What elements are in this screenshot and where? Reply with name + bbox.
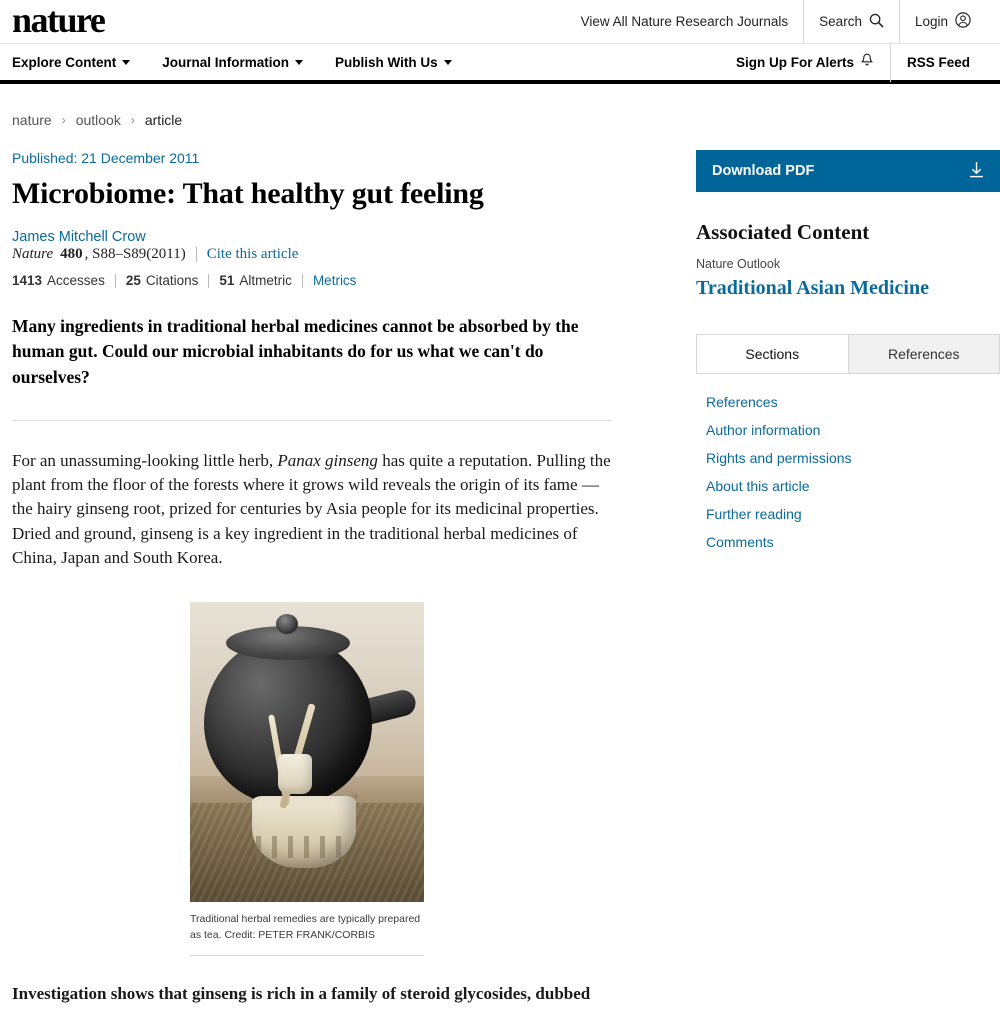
nav-item-explore-content[interactable]	[12, 55, 130, 70]
toc-item-rights-and-permissions[interactable]: Rights and permissions	[706, 450, 852, 466]
toc-item-references[interactable]: References	[706, 394, 778, 410]
ginseng-root	[278, 754, 312, 794]
toc-item-comments[interactable]: Comments	[706, 534, 774, 550]
toc-item-about-this-article[interactable]: About this article	[706, 478, 810, 494]
article-metrics	[12, 273, 612, 288]
login-button[interactable]	[900, 9, 986, 35]
chevron-down-icon	[122, 60, 130, 65]
view-all-journals-label: View All Nature Research Journals	[580, 14, 789, 29]
divider	[115, 274, 116, 288]
breadcrumb-separator: ›	[61, 113, 66, 127]
divider	[196, 247, 197, 262]
article-main-column	[12, 150, 612, 1023]
citation-pages: , S88–S89(2011)	[84, 246, 186, 262]
search-icon	[869, 13, 884, 31]
sidebar-tabs	[696, 334, 1000, 373]
bell-icon	[860, 53, 874, 71]
breadcrumb-item-article: article	[144, 112, 183, 128]
top-bar-right	[566, 0, 986, 44]
divider	[302, 274, 303, 288]
teapot-photo	[190, 602, 424, 902]
download-pdf-label: Download PDF	[712, 163, 815, 179]
nav-item-label: Publish With Us	[335, 54, 438, 70]
article-sidebar	[696, 150, 1000, 1023]
login-label: Login	[914, 14, 948, 29]
top-bar	[0, 0, 1000, 44]
figure-caption: Traditional herbal remedies are typically prepared as tea. Credit: PETER FRANK/CORBIS	[190, 902, 424, 957]
article-paragraph-2: Investigation shows that ginseng is rich in a family of steroid glycosides, dubbed	[12, 984, 591, 1004]
nav-item-label: Explore Content	[12, 54, 117, 70]
sections-toc	[696, 374, 1000, 556]
citation-volume: 480	[60, 246, 83, 262]
accesses-count: 1413	[12, 273, 43, 288]
species-name: Panax ginseng	[277, 451, 378, 471]
nav-item-journal-information[interactable]	[162, 55, 303, 70]
nav-item-publish-with-us[interactable]	[335, 55, 452, 70]
user-account-icon	[955, 12, 971, 31]
citation-line	[12, 246, 612, 263]
alerts-label: Sign Up For Alerts	[735, 54, 854, 70]
paragraph-1-part-a: For an unassuming-looking little herb,	[12, 451, 278, 471]
toc-item-further-reading[interactable]: Further reading	[706, 506, 802, 522]
nav-item-label: Journal Information	[162, 54, 290, 70]
content-wrapper	[0, 128, 1000, 1023]
accesses-label: Accesses	[47, 273, 105, 288]
download-pdf-button[interactable]	[696, 150, 1000, 192]
metrics-link[interactable]: Metrics	[312, 273, 357, 288]
search-label: Search	[819, 14, 862, 29]
tab-sections[interactable]: Sections	[697, 335, 849, 373]
altmetric-label: Altmetric	[239, 273, 292, 288]
altmetric-count: 51	[219, 273, 235, 288]
associated-content-kicker: Nature Outlook	[696, 257, 781, 271]
toc-item-author-information[interactable]: Author information	[706, 422, 821, 438]
divider	[12, 420, 612, 421]
article-standfirst: Many ingredients in traditional herbal medicines cannot be absorbed by the human gut. Could our microbial inhabitants do for us what we can't do ourselves?	[12, 316, 579, 387]
teapot-knob	[276, 614, 298, 634]
teacup-pattern	[256, 836, 352, 858]
divider	[208, 274, 209, 288]
citation-journal: Nature	[12, 246, 54, 262]
article-figure	[190, 602, 424, 957]
associated-content-heading: Associated Content	[696, 220, 870, 244]
rss-feed-link[interactable]	[891, 55, 986, 70]
view-all-journals-link[interactable]	[566, 9, 804, 35]
breadcrumb-item-outlook[interactable]: outlook	[75, 112, 121, 128]
citations-count: 25	[125, 273, 141, 288]
associated-content-link[interactable]: Traditional Asian Medicine	[696, 277, 929, 299]
page-title: Microbiome: That healthy gut feeling	[12, 177, 484, 210]
paragraph-1-part-b: has quite a reputation. Pulling the plant from the floor of the forests where it grows wild reveals the origin of its fame — the hairy ginseng root, prized for centuries by Asia people for its medicinal properties. Dried and ground, ginseng is a key ingredient in the traditional herbal medicines of China, Japan and South Korea.	[12, 451, 611, 567]
breadcrumb-item-nature[interactable]: nature	[12, 112, 52, 128]
citations-label: Citations	[145, 273, 199, 288]
sign-up-for-alerts-link[interactable]	[720, 53, 890, 71]
nature-logo[interactable]: nature	[12, 0, 105, 40]
rss-label: RSS Feed	[906, 54, 970, 70]
tab-references[interactable]: References	[849, 335, 1000, 373]
chevron-down-icon	[444, 60, 452, 65]
nav-right	[720, 42, 986, 82]
cite-this-article-link[interactable]: Cite this article	[206, 246, 299, 262]
chevron-down-icon	[295, 60, 303, 65]
main-nav	[0, 44, 1000, 84]
article-paragraph-1	[12, 449, 612, 570]
download-icon	[969, 161, 984, 182]
search-button[interactable]	[804, 9, 899, 35]
breadcrumb	[0, 84, 1000, 128]
breadcrumb-separator: ›	[130, 113, 135, 127]
author-link[interactable]: James Mitchell Crow	[12, 229, 146, 245]
published-date: Published: 21 December 2011	[12, 150, 200, 166]
